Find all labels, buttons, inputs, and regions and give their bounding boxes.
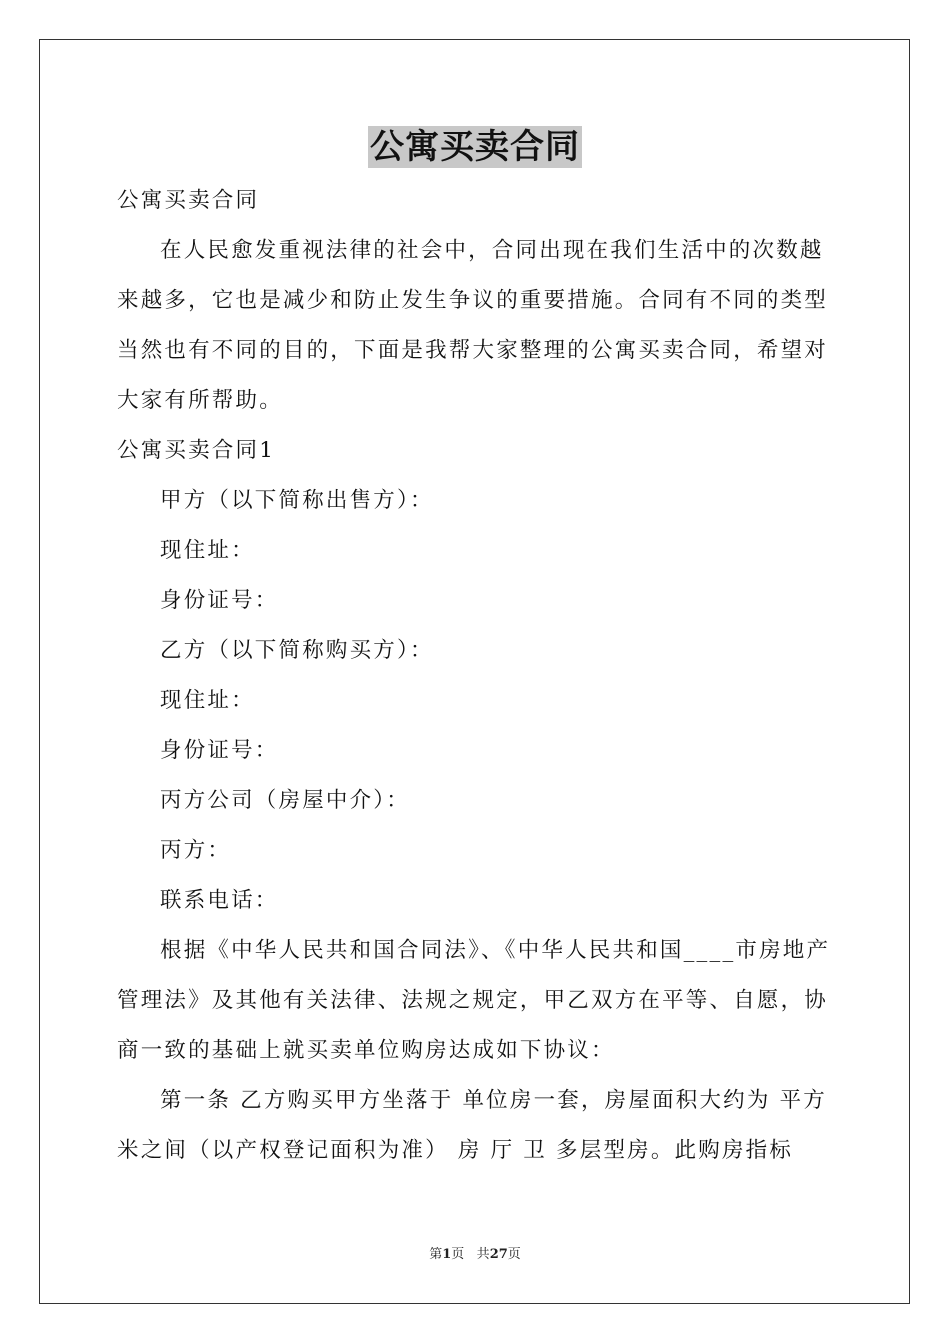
section-heading: 公寓买卖合同 — [117, 188, 260, 213]
total-pages: 27 — [489, 1247, 508, 1262]
document-title: 公寓买卖合同 — [370, 127, 580, 167]
page-prefix: 第 — [429, 1247, 443, 1262]
body-paragraph: 丙方公司（房屋中介）： — [160, 788, 410, 813]
body-paragraph: 现住址： — [160, 688, 255, 713]
section-heading: 公寓买卖合同1 — [117, 438, 276, 463]
body-paragraph: 联系电话： — [160, 888, 279, 913]
body-paragraph: 甲方（以下简称出售方）： — [160, 488, 434, 513]
body-paragraph: 第一条 乙方购买甲方坐落于 单位房一套，房屋面积大约为 平方米之间（以产权登记面积为准） 房 厅 卫 多层型房。此购房指标 — [117, 1088, 828, 1163]
body-paragraph: 身份证号： — [160, 588, 279, 613]
body-paragraph: 根据《中华人民共和国合同法》、《中华人民共和国____市房地产管理法》及其他有关法律、法规之规定，甲乙双方在平等、自愿，协商一致的基础上就买卖单位购房达成如下协议： — [117, 938, 831, 1063]
body-paragraph: 在人民愈发重视法律的社会中，合同出现在我们生活中的次数越来越多，它也是减少和防止发生争议的重要措施。合同有不同的类型当然也有不同的目的，下面是我帮大家整理的公寓买卖合同，希望对大家有所帮助。 — [117, 238, 829, 413]
page-number: 1 — [442, 1247, 452, 1262]
page-footer — [0, 1246, 950, 1264]
title-area — [0, 126, 950, 168]
body-paragraph: 丙方： — [160, 838, 232, 863]
page-suffix: 页 — [451, 1247, 465, 1262]
body-paragraph: 乙方（以下简称购买方）： — [160, 638, 434, 663]
total-prefix: 共 — [476, 1247, 490, 1262]
total-suffix: 页 — [507, 1247, 521, 1262]
body-paragraph: 现住址： — [160, 538, 255, 563]
body-paragraph: 身份证号： — [160, 738, 279, 763]
document-body — [117, 176, 837, 1176]
